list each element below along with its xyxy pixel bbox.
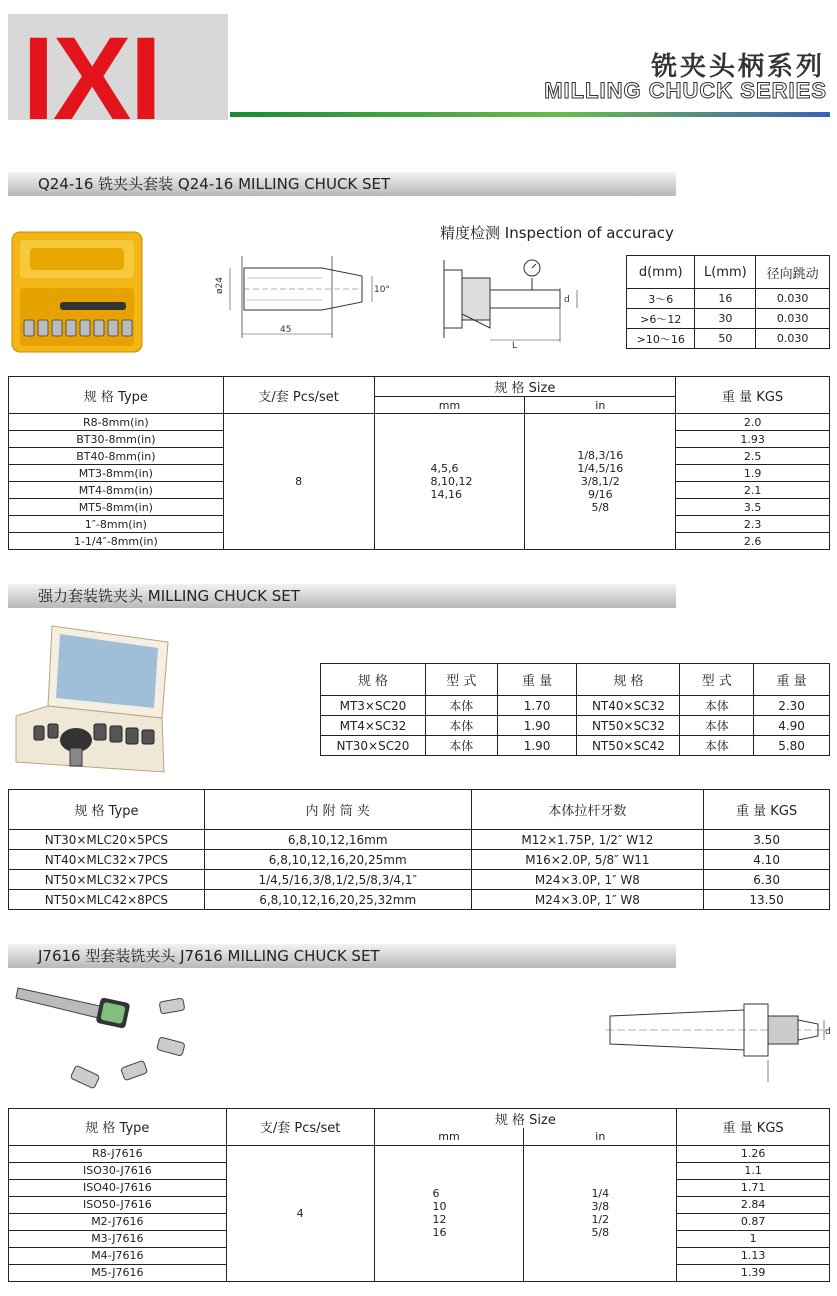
table-row: [9, 830, 830, 850]
header-size: 规 格 Size: [374, 1109, 677, 1129]
in-cell: 1/8,3/16 1/4,5/16 3/8,1/2 9/16 5/8: [525, 414, 676, 550]
table-cell: 13.50: [704, 890, 830, 910]
table-cell: 1.90: [497, 736, 577, 756]
table-cell: M12×1.75P, 1/2″ W12: [471, 830, 704, 850]
inspection-d-label: d: [564, 295, 570, 305]
heavy-duty-chuck-case-photo: [12, 622, 172, 778]
type-cell: MT3-8mm(in): [9, 465, 224, 482]
collet-angle-label: 10°: [374, 285, 390, 295]
body-header: 型 式: [680, 664, 754, 696]
kgs-cell: 1.13: [677, 1247, 830, 1264]
type-cell: R8-8mm(in): [9, 414, 224, 431]
body-header: 重 量: [754, 664, 830, 696]
table-cell: NT50×MLC32×7PCS: [9, 870, 205, 890]
type-cell: M4-J7616: [9, 1247, 227, 1264]
header-size: 规 格 Size: [374, 377, 676, 397]
inspection-drawing: [432, 248, 607, 353]
table-cell: 50: [695, 329, 756, 349]
table-cell: 6,8,10,12,16,20,25,32mm: [204, 890, 471, 910]
table-cell: 6,8,10,12,16,20,25mm: [204, 850, 471, 870]
type-cell: M5-J7616: [9, 1264, 227, 1281]
collet-length-label: 45: [280, 325, 292, 335]
type-cell: 1″-8mm(in): [9, 516, 224, 533]
header-kgs: 重 量 KGS: [677, 1109, 830, 1146]
header-divider: [230, 112, 830, 117]
table-cell: 0.030: [756, 309, 830, 329]
set-header: 规 格 Type: [9, 790, 205, 830]
table-row: [321, 696, 830, 716]
pcs-cell: 8: [223, 414, 374, 550]
series-title-cn: 铣夹头柄系列: [650, 52, 825, 82]
type-cell: M2-J7616: [9, 1213, 227, 1230]
type-cell: ISO50-J7616: [9, 1196, 227, 1213]
chuck-set-table: [8, 789, 830, 910]
table-cell: 2.30: [754, 696, 830, 716]
table-cell: 本体: [680, 696, 754, 716]
chuck-set-case-photo: [10, 228, 145, 356]
series-title-en: MILLING CHUCK SERIES: [544, 78, 827, 103]
type-cell: BT30-8mm(in): [9, 431, 224, 448]
table-row: [9, 870, 830, 890]
kgs-cell: 2.84: [677, 1196, 830, 1213]
table-cell: 本体: [425, 696, 497, 716]
set-header: 本体拉杆牙数: [471, 790, 704, 830]
table-cell: 1.70: [497, 696, 577, 716]
kgs-cell: 2.5: [676, 448, 830, 465]
logo-text: IXI: [22, 13, 161, 145]
kgs-cell: 1.9: [676, 465, 830, 482]
table-cell: 1.90: [497, 716, 577, 736]
j7616-d-label: d: [825, 1027, 831, 1037]
table-cell: 5.80: [754, 736, 830, 756]
header-type: 规 格 Type: [9, 377, 224, 414]
header-in: in: [525, 397, 676, 414]
kgs-cell: 2.3: [676, 516, 830, 533]
accuracy-header: d(mm): [627, 256, 695, 289]
table-row: [9, 1145, 830, 1162]
table-cell: >6～12: [627, 309, 695, 329]
type-cell: 1-1/4″-8mm(in): [9, 533, 224, 550]
collet-dia-label: ø24: [215, 277, 225, 294]
section3-title: J7616 型套装铣夹头 J7616 MILLING CHUCK SET: [8, 944, 676, 968]
kgs-cell: 2.0: [676, 414, 830, 431]
header-type: 规 格 Type: [9, 1109, 227, 1146]
accuracy-table: [626, 255, 830, 349]
pcs-cell: 4: [226, 1145, 374, 1281]
kgs-cell: 1: [677, 1230, 830, 1247]
section2-title: 强力套装铣夹头 MILLING CHUCK SET: [8, 584, 676, 608]
table-row: [9, 850, 830, 870]
q24-spec-table: [8, 376, 830, 550]
table-row: [321, 716, 830, 736]
set-header: 内 附 筒 夹: [204, 790, 471, 830]
table-cell: NT40×SC32: [577, 696, 680, 716]
body-header: 重 量: [497, 664, 577, 696]
body-header: 规 格: [321, 664, 426, 696]
table-cell: MT3×SC20: [321, 696, 426, 716]
table-cell: 本体: [680, 736, 754, 756]
type-cell: MT4-8mm(in): [9, 482, 224, 499]
brand-logo: [8, 13, 228, 145]
table-row: [627, 289, 830, 309]
table-cell: 0.030: [756, 289, 830, 309]
table-cell: NT50×SC42: [577, 736, 680, 756]
table-row: [627, 329, 830, 349]
type-cell: BT40-8mm(in): [9, 448, 224, 465]
table-row: [627, 309, 830, 329]
table-cell: 16: [695, 289, 756, 309]
body-header: 型 式: [425, 664, 497, 696]
table-cell: 本体: [680, 716, 754, 736]
table-cell: 30: [695, 309, 756, 329]
table-cell: M24×3.0P, 1″ W8: [471, 890, 704, 910]
table-cell: 本体: [425, 736, 497, 756]
kgs-cell: 3.5: [676, 499, 830, 516]
table-cell: 6,8,10,12,16mm: [204, 830, 471, 850]
table-cell: NT50×SC32: [577, 716, 680, 736]
body-header: 规 格: [577, 664, 680, 696]
inspection-l-label: L: [512, 341, 518, 351]
kgs-cell: 2.6: [676, 533, 830, 550]
accuracy-header: L(mm): [695, 256, 756, 289]
table-row: [9, 890, 830, 910]
kgs-cell: 1.39: [677, 1264, 830, 1281]
table-row: [9, 414, 830, 431]
type-cell: ISO40-J7616: [9, 1179, 227, 1196]
table-cell: 3～6: [627, 289, 695, 309]
table-cell: NT50×MLC42×8PCS: [9, 890, 205, 910]
mm-cell: 4,5,6 8,10,12 14,16: [374, 414, 525, 550]
kgs-cell: 1.26: [677, 1145, 830, 1162]
inspection-title: 精度检测 Inspection of accuracy: [440, 224, 674, 242]
header-kgs: 重 量 KGS: [676, 377, 830, 414]
kgs-cell: 1.93: [676, 431, 830, 448]
header-pcs: 支/套 Pcs/set: [226, 1109, 374, 1146]
table-cell: 本体: [425, 716, 497, 736]
kgs-cell: 1.71: [677, 1179, 830, 1196]
j7616-chuck-drawing: [604, 990, 832, 1086]
table-cell: MT4×SC32: [321, 716, 426, 736]
in-cell: 1/4 3/8 1/2 5/8: [524, 1145, 677, 1281]
table-cell: 4.90: [754, 716, 830, 736]
table-cell: >10～16: [627, 329, 695, 349]
type-cell: ISO30-J7616: [9, 1162, 227, 1179]
type-cell: R8-J7616: [9, 1145, 227, 1162]
accuracy-header: 径向跳动: [756, 256, 830, 289]
kgs-cell: 2.1: [676, 482, 830, 499]
kgs-cell: 0.87: [677, 1213, 830, 1230]
table-cell: NT40×MLC32×7PCS: [9, 850, 205, 870]
type-cell: M3-J7616: [9, 1230, 227, 1247]
set-header: 重 量 KGS: [704, 790, 830, 830]
j7616-spec-table: [8, 1108, 830, 1282]
table-row: [321, 736, 830, 756]
table-cell: M16×2.0P, 5/8″ W11: [471, 850, 704, 870]
j7616-chuck-photo: [10, 978, 210, 1096]
header-mm: mm: [374, 1128, 524, 1145]
header-mm: mm: [374, 397, 525, 414]
collet-drawing: [212, 248, 392, 348]
table-cell: 0.030: [756, 329, 830, 349]
chuck-body-table: [320, 663, 830, 756]
kgs-cell: 1.1: [677, 1162, 830, 1179]
section1-title: Q24-16 铣夹头套装 Q24-16 MILLING CHUCK SET: [8, 172, 676, 196]
mm-cell: 6 10 12 16: [374, 1145, 524, 1281]
table-cell: 1/4,5/16,3/8,1/2,5/8,3/4,1″: [204, 870, 471, 890]
table-cell: 3.50: [704, 830, 830, 850]
header-in: in: [524, 1128, 677, 1145]
table-cell: 6.30: [704, 870, 830, 890]
header-pcs: 支/套 Pcs/set: [223, 377, 374, 414]
table-cell: NT30×SC20: [321, 736, 426, 756]
table-cell: M24×3.0P, 1″ W8: [471, 870, 704, 890]
table-cell: 4.10: [704, 850, 830, 870]
type-cell: MT5-8mm(in): [9, 499, 224, 516]
table-cell: NT30×MLC20×5PCS: [9, 830, 205, 850]
